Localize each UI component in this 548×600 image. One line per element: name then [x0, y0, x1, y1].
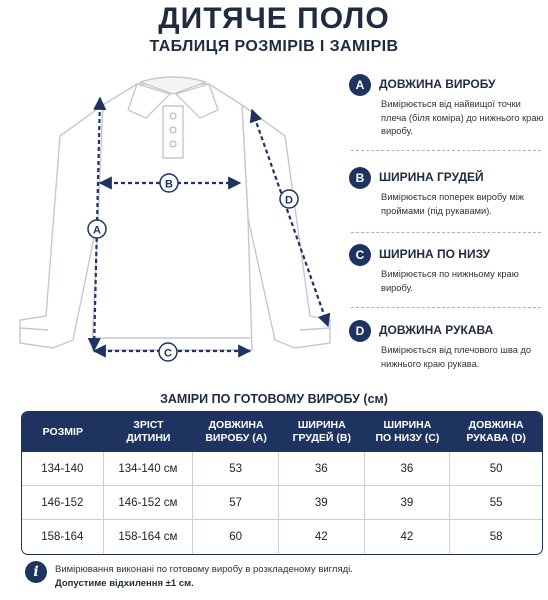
- tolerance-note: Допустиме відхилення ±1 см.: [55, 578, 194, 589]
- table-cell: 146-152 см: [104, 486, 194, 520]
- page-subtitle: ТАБЛИЦЯ РОЗМІРІВ І ЗАМІРІВ: [149, 38, 399, 55]
- measure-badge-b: [160, 174, 178, 192]
- legend-desc-b: Вимірюється поперек виробу між проймами (під рукавами).: [381, 192, 525, 216]
- table-cell: 50: [450, 452, 542, 486]
- legend-divider: [351, 307, 541, 308]
- legend-title-d: ДОВЖИНА РУКАВА: [379, 323, 494, 337]
- polo-shirt-diagram: [0, 58, 345, 380]
- measure-label-c: C: [164, 347, 172, 360]
- legend-badge-d: D: [349, 320, 371, 342]
- measure-badge-a: [88, 220, 106, 238]
- table-cell: 58: [489, 531, 503, 543]
- measure-label-b: B: [165, 178, 173, 191]
- legend-badge-b: B: [349, 167, 371, 189]
- table-cell: 158-164 см: [104, 520, 194, 554]
- legend-desc-d: Вимірюється від плечового шва до нижнього краю рукава.: [381, 345, 532, 369]
- table-header-row: [22, 412, 542, 452]
- table-row: [22, 452, 542, 486]
- table-cell: 134-140: [22, 452, 104, 486]
- table-cell: 42: [365, 520, 451, 554]
- placket-buttons: [170, 113, 176, 147]
- legend-divider: [351, 232, 541, 233]
- legend-title-b: ШИРИНА ГРУДЕЙ: [379, 170, 484, 184]
- table-cell: 146-152: [22, 486, 104, 520]
- legend-badge-a: A: [349, 74, 371, 96]
- column-header-height: ЗРІСТ ДИТИНИ: [104, 412, 194, 452]
- column-header-length: ДОВЖИНА ВИРОБУ (А): [193, 412, 279, 452]
- table-row: [22, 520, 542, 554]
- table-caption: ЗАМІРИ ПО ГОТОВОМУ ВИРОБУ (см): [160, 392, 388, 406]
- size-table: [21, 411, 543, 555]
- table-cell: 55: [450, 486, 542, 520]
- legend-divider: [351, 150, 541, 151]
- measure-badge-c: [159, 343, 177, 361]
- table-cell: 36: [279, 452, 365, 486]
- legend-title-a: ДОВЖИНА ВИРОБУ: [379, 77, 496, 91]
- table-cell: 39: [365, 486, 451, 520]
- column-header-sleeve: ДОВЖИНА РУКАВА (D): [450, 412, 542, 452]
- table-cell: 42: [279, 520, 365, 554]
- legend-desc-c: Вимірюється по нижньому краю виробу.: [381, 269, 519, 293]
- table-cell: 134-140 см: [104, 452, 194, 486]
- table-cell: 39: [279, 486, 365, 520]
- table-cell: 36: [365, 452, 451, 486]
- measure-badge-d: [280, 190, 298, 208]
- table-cell: 57: [193, 486, 279, 520]
- measure-label-a: A: [93, 224, 101, 237]
- table-cell: 53: [193, 452, 279, 486]
- page-title: ДИТЯЧЕ ПОЛО: [158, 2, 390, 35]
- legend-title-c: ШИРИНА ПО НИЗУ: [379, 247, 491, 261]
- note-text: Вимірювання виконані по готовому виробу в розкладеному вигляді.: [55, 564, 353, 575]
- measure-label-d: D: [285, 194, 293, 207]
- column-header-chest: ШИРИНА ГРУДЕЙ (В): [279, 412, 365, 452]
- info-icon: i: [25, 561, 47, 583]
- legend-desc-a: Вимірюється від найвищої точки плеча (біля коміра) до нижнього краю виробу.: [381, 99, 544, 136]
- table-row: [22, 486, 542, 520]
- column-header-hem: ШИРИНА ПО НИЗУ (С): [365, 412, 451, 452]
- column-header-size: РОЗМІР: [22, 412, 104, 452]
- table-cell: 60: [193, 520, 279, 554]
- legend-badge-c: C: [349, 244, 371, 266]
- table-cell: 158-164: [22, 520, 104, 554]
